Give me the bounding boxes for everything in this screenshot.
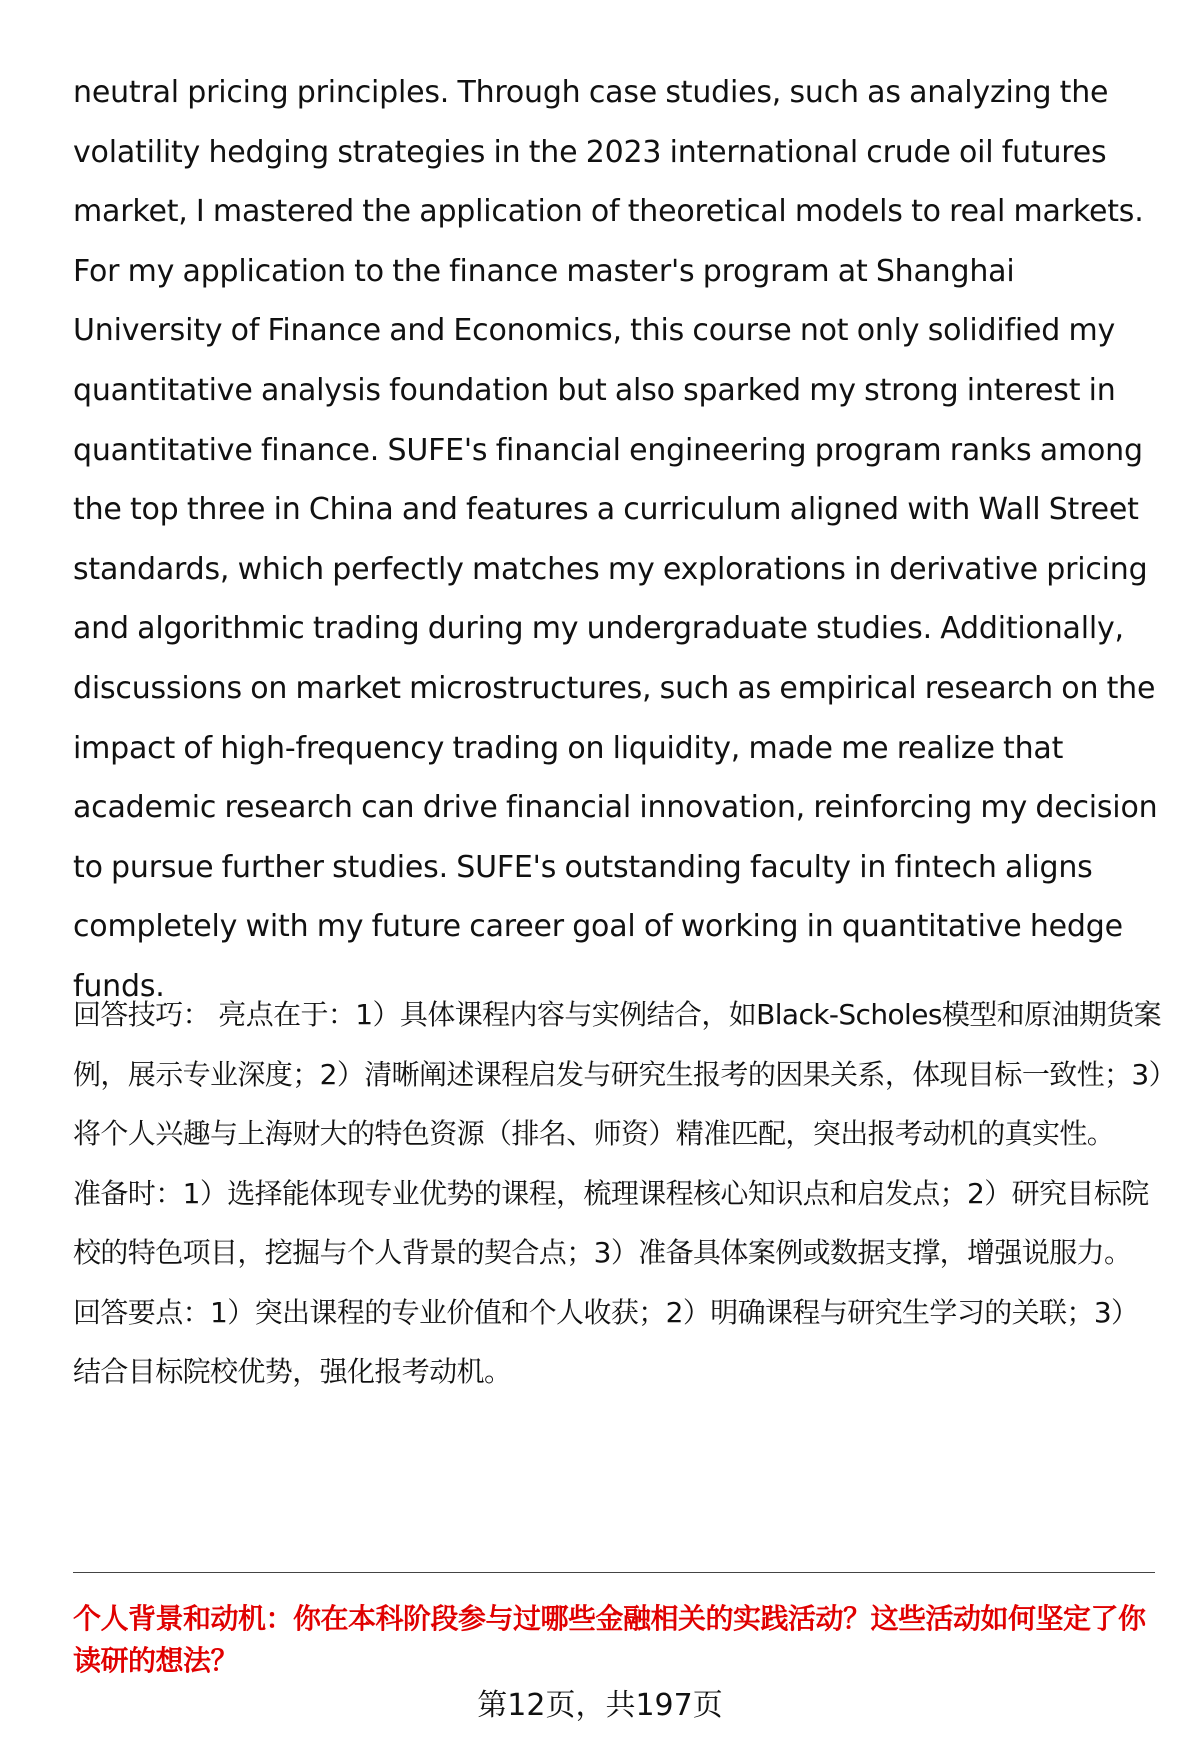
preparation-paragraph: 准备时：1）选择能体现专业优势的课程，梳理课程核心知识点和启发点；2）研究目标院校的特色项目，挖掘与个人背景的契合点；3）准备具体案例或数据支撑，增强说服力。 bbox=[73, 1176, 1149, 1269]
answer-tips-section bbox=[73, 985, 1163, 1402]
section-divider bbox=[73, 1572, 1155, 1573]
page-number-footer: 第12页，共197页 bbox=[477, 1688, 723, 1723]
answer-skills-paragraph: 回答技巧： 亮点在于：1）具体课程内容与实例结合，如Black-Scholes模型和原油期货案例，展示专业深度；2）清晰阐述课程启发与研究生报考的因果关系，体现目标一致性；3）将个人兴趣与上海财大的特色资源（排名、师资）精准匹配，突出报考动机的真实性。 bbox=[73, 998, 1163, 1150]
key-points-paragraph: 回答要点：1）突出课程的专业价值和个人收获；2）明确课程与研究生学习的关联；3）结合目标院校优势，强化报考动机。 bbox=[73, 1295, 1139, 1388]
answer-body-text: neutral pricing principles. Through case studies, such as analyzing the volatility hedging strategies in the 2023 international crude oil futures market, I mastered the application of theoretical models to real markets. For my application to the finance master's program at Shanghai University of Finance and Economics, this course not only solidified my quantitative analysis foundation but also sparked my strong interest in quantitative finance. SUFE's financial engineering program ranks among the top three in China and features a curriculum aligned with Wall Street standards, which perfectly matches my explorations in derivative pricing and algorithmic trading during my undergraduate studies. Additionally, discussions on market microstructures, such as empirical research on the impact of high-frequency trading on liquidity, made me realize that academic research can drive financial innovation, reinforcing my decision to pursue further studies. SUFE's outstanding faculty in fintech aligns completely with my future career goal of working in quantitative hedge funds. bbox=[73, 75, 1158, 1004]
next-question-heading: 个人背景和动机：你在本科阶段参与过哪些金融相关的实践活动？这些活动如何坚定了你读研的想法？ bbox=[73, 1602, 1146, 1677]
